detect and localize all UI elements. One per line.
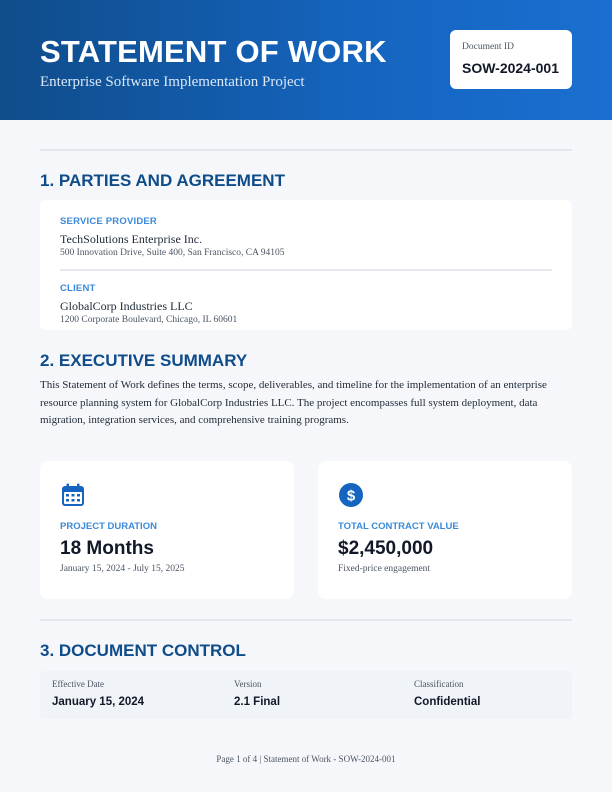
client-name: GlobalCorp Industries LLC bbox=[60, 299, 193, 313]
contract-value-label: TOTAL CONTRACT VALUE bbox=[338, 521, 459, 532]
document-subtitle: Enterprise Software Implementation Project bbox=[40, 74, 305, 90]
section-divider bbox=[40, 619, 572, 621]
page-footer: Page 1 of 4 | Statement of Work - SOW-2024-001 bbox=[216, 754, 396, 764]
client-address: 1200 Corporate Boulevard, Chicago, IL 60601 bbox=[60, 315, 238, 325]
header-banner bbox=[0, 0, 612, 120]
provider-address: 500 Innovation Drive, Suite 400, San Francisco, CA 94105 bbox=[60, 248, 285, 258]
dollar-icon bbox=[338, 482, 364, 508]
document-title: STATEMENT OF WORK bbox=[40, 34, 387, 69]
provider-label: SERVICE PROVIDER bbox=[60, 216, 157, 227]
duration-label: PROJECT DURATION bbox=[60, 521, 157, 532]
effective-date-value: January 15, 2024 bbox=[52, 696, 145, 708]
section-divider bbox=[40, 149, 572, 151]
parties-card bbox=[40, 200, 572, 330]
version-label: Version bbox=[234, 679, 262, 689]
calendar-icon bbox=[60, 482, 86, 508]
document-id-label: Document ID bbox=[462, 42, 514, 52]
duration-card bbox=[40, 461, 294, 599]
contract-value-card bbox=[318, 461, 572, 599]
document-control-row bbox=[40, 671, 572, 719]
svg-text:$: $ bbox=[346, 487, 356, 505]
provider-name: TechSolutions Enterprise Inc. bbox=[60, 232, 203, 246]
contract-value-amount: $2,450,000 bbox=[338, 538, 434, 559]
parties-heading: 1. PARTIES AND AGREEMENT bbox=[40, 171, 285, 190]
duration-value: 18 Months bbox=[60, 538, 154, 559]
control-heading: 3. DOCUMENT CONTROL bbox=[40, 641, 246, 660]
document-id-box bbox=[450, 30, 572, 89]
contract-value-note: Fixed-price engagement bbox=[338, 564, 431, 574]
party-divider bbox=[60, 269, 552, 271]
duration-dates: January 15, 2024 - July 15, 2025 bbox=[60, 564, 185, 574]
summary-heading: 2. EXECUTIVE SUMMARY bbox=[40, 351, 248, 370]
client-label: CLIENT bbox=[60, 283, 96, 294]
classification-label: Classification bbox=[414, 679, 464, 689]
version-value: 2.1 Final bbox=[234, 696, 281, 708]
classification-value: Confidential bbox=[414, 696, 481, 708]
effective-date-label: Effective Date bbox=[52, 679, 105, 689]
summary-text: This Statement of Work defines the terms, scope, deliverables, and timeline for the implementation of an enterprise resource planning system for GlobalCorp Industries LLC. The project encompasses full system deployment, data migration, integration services, and comprehensive training programs. bbox=[40, 379, 547, 427]
document-id-value: SOW-2024-001 bbox=[462, 60, 559, 76]
